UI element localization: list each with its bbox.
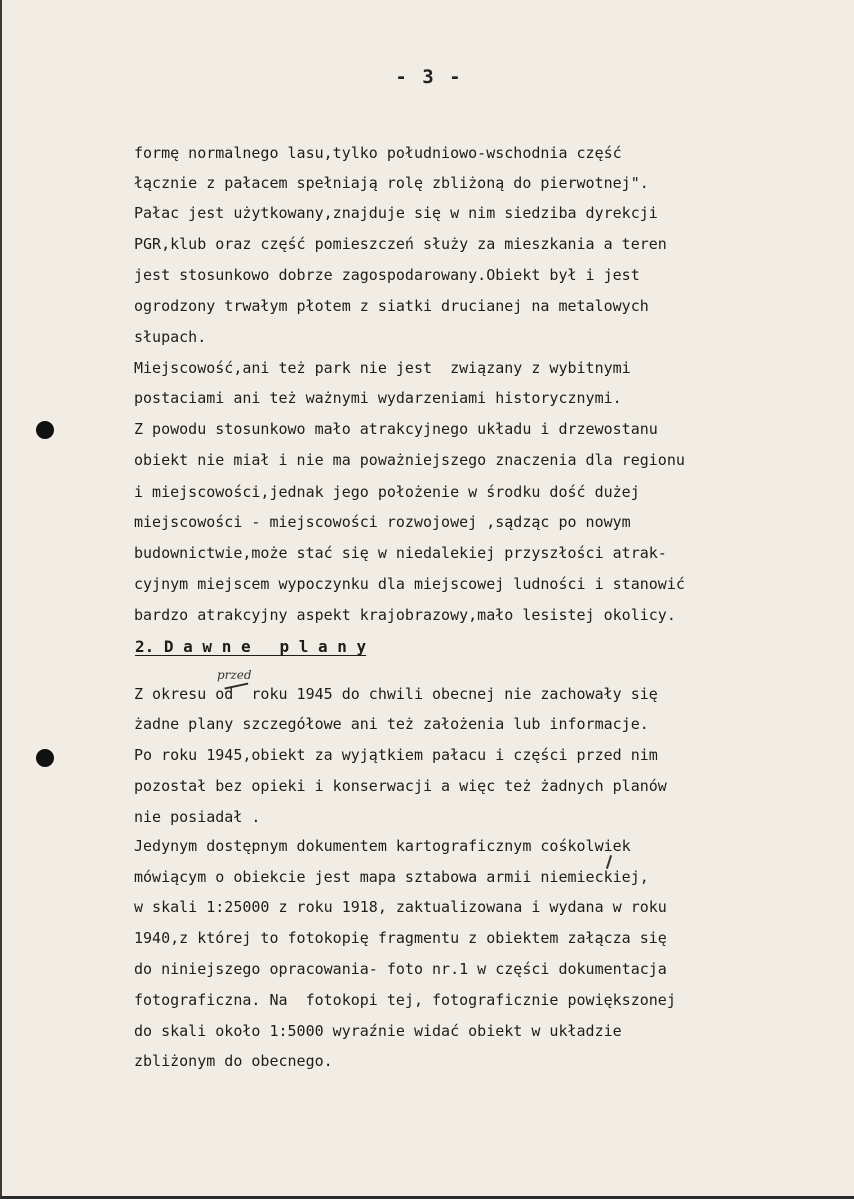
handwritten-annotation: przed — [217, 668, 252, 682]
text-line: ogrodzony trwałym płotem z siatki drucianej na metalowych — [134, 297, 649, 315]
text-line: w skali 1:25000 z roku 1918, zaktualizowana i wydana w roku — [134, 898, 667, 916]
page-number: - 3 - — [395, 66, 463, 88]
section-heading: 2. D a w n e p l a n y — [135, 637, 367, 656]
text-line: mówiącym o obiekcie jest mapa sztabowa armii niemieckiej, — [134, 868, 649, 886]
text-line: Jedynym dostępnym dokumentem kartograficznym cośkolwiek — [134, 837, 631, 855]
text-line: PGR,klub oraz część pomieszczeń służy za mieszkania a teren — [134, 235, 667, 253]
text-line: miejscowości - miejscowości rozwojowej ,sądząc po nowym — [134, 513, 631, 531]
text-line: pozostał bez opieki i konserwacji a więc też żadnych planów — [134, 777, 667, 795]
text-line: do skali około 1:5000 wyraźnie widać obiekt w układzie — [134, 1022, 622, 1040]
text-line: formę normalnego lasu,tylko południowo-wschodnia część — [134, 144, 622, 162]
text-line: budownictwie,może stać się w niedalekiej przyszłości atrak- — [134, 544, 667, 562]
text-line: bardzo atrakcyjny aspekt krajobrazowy,mało lesistej okolicy. — [134, 606, 676, 624]
text-line: Z okresu od roku 1945 do chwili obecnej nie zachowały się — [134, 685, 658, 703]
text-line: jest stosunkowo dobrze zagospodarowany.Obiekt był i jest — [134, 266, 640, 284]
text-line: fotograficzna. Na fotokopi tej, fotograficznie powiększonej — [134, 991, 676, 1009]
punch-hole-lower — [36, 749, 54, 767]
text-line: postaciami ani też ważnymi wydarzeniami historycznymi. — [134, 389, 622, 407]
text-line: słupach. — [134, 328, 207, 346]
text-line: nie posiadał . — [134, 808, 261, 826]
text-line: Pałac jest użytkowany,znajduje się w nim siedziba dyrekcji — [134, 204, 658, 222]
text-line: cyjnym miejscem wypoczynku dla miejscowej ludności i stanowić — [134, 575, 685, 593]
text-line: i miejscowości,jednak jego położenie w środku dość dużej — [134, 483, 640, 501]
text-line: Po roku 1945,obiekt za wyjątkiem pałacu i części przed nim — [134, 746, 658, 764]
text-line: 1940,z której to fotokopię fragmentu z obiektem załącza się — [134, 929, 667, 947]
text-line: łącznie z pałacem spełniają rolę zbliżoną do pierwotnej". — [134, 174, 649, 192]
text-line: do niniejszego opracowania- foto nr.1 w części dokumentacja — [134, 960, 667, 978]
text-line: zbliżonym do obecnego. — [134, 1052, 333, 1070]
text-line: żadne plany szczegółowe ani też założenia lub informacje. — [134, 715, 649, 733]
text-line: obiekt nie miał i nie ma poważniejszego znaczenia dla regionu — [134, 451, 685, 469]
text-line: Z powodu stosunkowo mało atrakcyjnego układu i drzewostanu — [134, 420, 658, 438]
punch-hole-upper — [36, 421, 54, 439]
text-line: Miejscowość,ani też park nie jest związany z wybitnymi — [134, 359, 631, 377]
